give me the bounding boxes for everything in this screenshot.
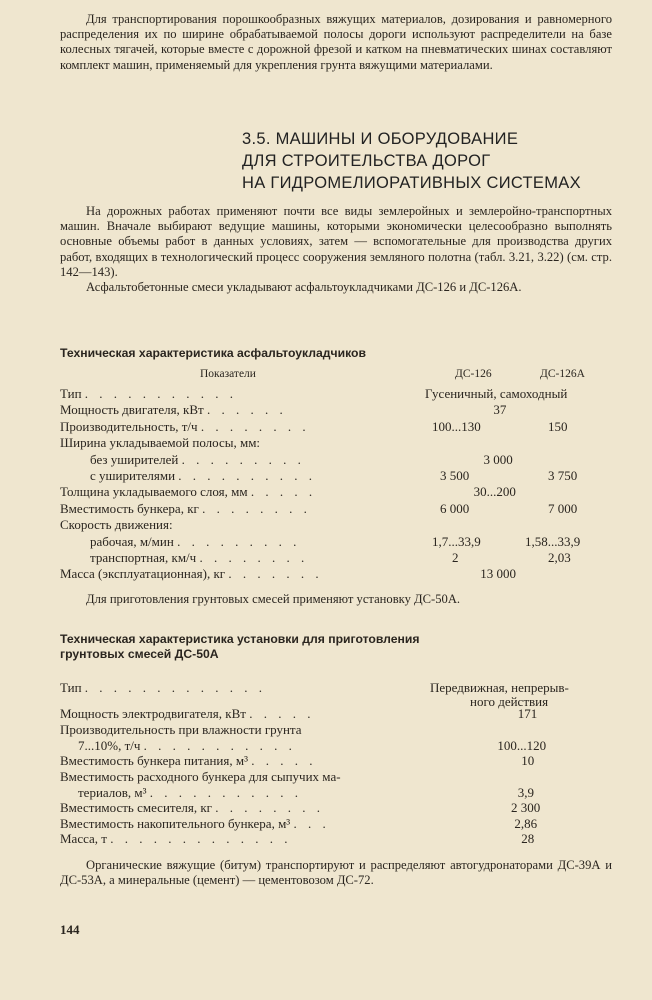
table1-row-label-text: без уширителей	[90, 451, 179, 467]
table2-row-label	[78, 785, 302, 801]
table1-row-label-text: рабочая, м/мин	[90, 533, 174, 549]
table2-row-leader: . . . . . . . . . . . . .	[110, 831, 292, 846]
table1-row-label-text: Мощность двигателя, кВт	[60, 402, 204, 418]
table2-row-value: 2,86	[514, 816, 538, 831]
table1-row-value-a: 6 000	[440, 500, 470, 516]
table1-row-value-a: 2	[452, 550, 459, 565]
table1-row-value-b: 1,58...33,9	[525, 533, 581, 549]
section-heading-line2: ДЛЯ СТРОИТЕЛЬСТВА ДОРОГ	[242, 152, 491, 170]
table1-row-leader: . . . . . . . . . .	[178, 468, 317, 483]
table1-row	[0, 435, 652, 451]
table2-row-value: 3,9	[517, 785, 535, 800]
table2-row-label-text: Производительность при влажности грунта	[60, 722, 302, 737]
section-heading-line3: НА ГИДРОМЕЛИОРАТИВНЫХ СИСТЕМАХ	[242, 174, 581, 192]
table2-row	[0, 800, 652, 816]
table2-row-value: 28	[521, 831, 535, 846]
table2-row-leader: . . . . . . . . . . .	[143, 738, 296, 753]
table1-row-label	[60, 435, 260, 451]
table1-row-merged-value: 13 000	[480, 566, 516, 582]
table2-row-label	[78, 738, 296, 754]
table2-row	[0, 769, 652, 785]
table2-row-label	[60, 753, 316, 769]
table1-row-label-text: Масса (эксплуатационная), кг	[60, 566, 226, 582]
paragraph-3-text: Асфальтобетонные смеси укладывают асфальтоукладчиками ДС-126 и ДС-126А.	[86, 280, 522, 295]
page-number: 144	[60, 922, 80, 937]
table1-row-label	[60, 386, 237, 402]
table2-row	[0, 722, 652, 738]
table2-row-leader: . . . . .	[251, 753, 317, 768]
table1-row-leader: . . . . . . . .	[200, 418, 310, 434]
table2-row-label	[60, 816, 330, 832]
intro-paragraph-text: Для транспортирования порошкообразных вяжущих материалов, дозирования и равномерного распределения их по ширине обрабатываемой полосы дороги используют распределители на базе колесных тягачей, которые вместе с дорожной фрезой и катком на пневматических шинах составляют комплект машин, применяемый для укрепления грунта вяжущими материалами.	[60, 12, 612, 72]
table1-row-value-b: 7 000	[548, 500, 578, 516]
table1-col-b: ДС-126А	[540, 368, 585, 380]
table1-row-leader: . . . . . . . .	[199, 550, 309, 565]
table1-row-value-a: 1,7...33,9	[432, 533, 481, 549]
table1-row-value-a: 100...130	[432, 418, 481, 434]
table2-row-value: 2 300	[511, 800, 541, 815]
paragraph-2-text: На дорожных работах применяют почти все виды землеройных и землеройно-транспортных машин. Вначале выбирают ведущие машины, которыми экономически целесообразно выполнять основные объемы работ в данных условиях, затем — вспомогательные для производства других работ, входящих в технологический процесс сооружения земляного полотна (табл. 3.21, 3.22) (см. стр. 142—143).	[60, 204, 612, 279]
table1-row	[0, 419, 652, 435]
table1-row	[0, 386, 652, 402]
table2-row-leader: . . . . . . . . . . .	[149, 785, 303, 800]
table2-row	[0, 785, 652, 801]
table1-row-label	[60, 402, 287, 418]
table2-title-line1: Техническая характеристика установки для приготовления	[60, 632, 420, 646]
table1-row-label-text: Тип	[60, 386, 82, 401]
table1-row-label-text: транспортная, км/ч	[90, 550, 197, 565]
section-heading-line1: 3.5. МАШИНЫ И ОБОРУДОВАНИЕ	[242, 130, 519, 148]
table2-row-leader: . . .	[293, 816, 330, 831]
table1-row-value-b: 150	[548, 418, 568, 434]
table1-row	[0, 517, 652, 533]
table1-row	[0, 468, 652, 484]
table2-row-label	[60, 769, 341, 785]
table1-row-label-text: Вместимость бункера, кг	[60, 500, 199, 516]
table2-row-value: Передвижная, непрерыв-	[430, 680, 569, 695]
table1-row-label-text: Ширина укладываемой полосы, мм:	[60, 435, 261, 451]
table1-row-label	[60, 517, 173, 533]
table2-row	[0, 831, 652, 847]
table2-row-leader: . . . . . . . . . . . . .	[84, 680, 267, 695]
table1-row	[0, 534, 652, 550]
table2-row-label-text: 7...10%, т/ч	[78, 738, 141, 753]
table1-row-value-b: 2,03	[548, 550, 571, 565]
table1-row-label-text: Скорость движения:	[60, 517, 173, 533]
paragraph-4-text: Для приготовления грунтовых смесей применяют установку ДС-50А.	[86, 592, 461, 606]
table1-row-merged-value: 3 000	[483, 451, 513, 467]
table2-row-label-text: Масса, т	[60, 831, 107, 846]
table2-row-label-text: териалов, м³	[78, 785, 147, 800]
table1-row-label	[90, 468, 316, 484]
table1-row	[0, 484, 652, 500]
section-heading	[150, 128, 620, 194]
table1-row	[0, 501, 652, 517]
table1-row-leader: . . . . . . . .	[202, 500, 311, 516]
table1-row-value-a: 3 500	[440, 468, 470, 483]
table2-row-value: 100...120	[497, 738, 547, 753]
table1-row	[0, 452, 652, 468]
table1-row-leader: . . . . . .	[206, 402, 287, 418]
table1-row-label	[90, 550, 308, 566]
table1-row-label	[90, 452, 305, 468]
table1-title: Техническая характеристика асфальтоукладчиков	[60, 346, 366, 360]
table2-row-label	[60, 706, 314, 722]
table2-row-value-cont: ного действия	[470, 694, 549, 709]
paragraph-5	[60, 858, 612, 888]
table2-row-value: 10	[521, 753, 535, 768]
table2-row-label	[60, 800, 324, 816]
table2-row-label	[60, 722, 302, 738]
intro-paragraph	[60, 12, 612, 73]
table2-row-label-text: Вместимость бункера питания, м³	[60, 753, 248, 768]
table1-row-leader: . . . . . . .	[228, 566, 323, 582]
table1-row-label-text: Производительность, т/ч	[60, 418, 198, 434]
table1-row-label	[60, 484, 316, 500]
table1-row-merged-value: 37	[493, 402, 507, 418]
table2-row	[0, 680, 652, 709]
table1-col-a: ДС-126	[455, 368, 492, 380]
table1-row-merged-value: Гусеничный, самоходный	[425, 386, 568, 401]
table1-row-leader: . . . . . . . . . . .	[84, 386, 238, 401]
table2-row-label-text: Тип	[60, 680, 82, 695]
table1-row-leader: . . . . . . . . .	[181, 451, 305, 467]
table2-title-line2: грунтовых смесей ДС-50А	[60, 647, 219, 661]
table2-row	[0, 816, 652, 832]
table2-row-label-text: Вместимость накопительного бункера, м³	[60, 816, 291, 831]
table2-row-label	[60, 831, 291, 847]
table1-row-label	[60, 501, 311, 517]
table2-row-label-text: Мощность электродвигателя, кВт	[60, 706, 246, 721]
table2-row	[0, 738, 652, 754]
table2-row	[0, 706, 652, 722]
table1-row-label-text: с уширителями	[90, 468, 176, 483]
table1-col-label: Показатели	[200, 368, 256, 380]
paragraph-4	[60, 592, 612, 607]
table1-row-value-b: 3 750	[548, 468, 578, 483]
table1-row-label	[60, 566, 323, 582]
table2-row-leader: . . . . .	[249, 706, 315, 721]
table1-row-label-text: Толщина укладываемого слоя, мм	[60, 484, 248, 500]
paragraph-2	[60, 204, 612, 295]
table1-row	[0, 402, 652, 418]
table1-row-merged-value: 30...200	[473, 484, 516, 500]
table1-row-leader: . . . . .	[250, 484, 317, 500]
table1-row-label	[60, 419, 310, 435]
table1-row-label	[90, 534, 300, 550]
table1-row-leader: . . . . . . . . .	[177, 533, 301, 549]
table1-row	[0, 566, 652, 582]
table2-row-leader: . . . . . . . .	[215, 800, 324, 815]
table2-row-label	[60, 680, 266, 696]
paragraph-5-text: Органические вяжущие (битум) транспортируют и распределяют автогудронаторами ДС-39А и ДС-53А, а минеральные (цемент) — цементовозом ДС-72.	[60, 858, 612, 888]
table1-row	[0, 550, 652, 566]
table2-row	[0, 753, 652, 769]
table2-row-label-text: Вместимость расходного бункера для сыпучих ма-	[60, 769, 341, 784]
table2-row-label-text: Вместимость смесителя, кг	[60, 800, 212, 815]
table2-row-value: 171	[517, 706, 538, 721]
